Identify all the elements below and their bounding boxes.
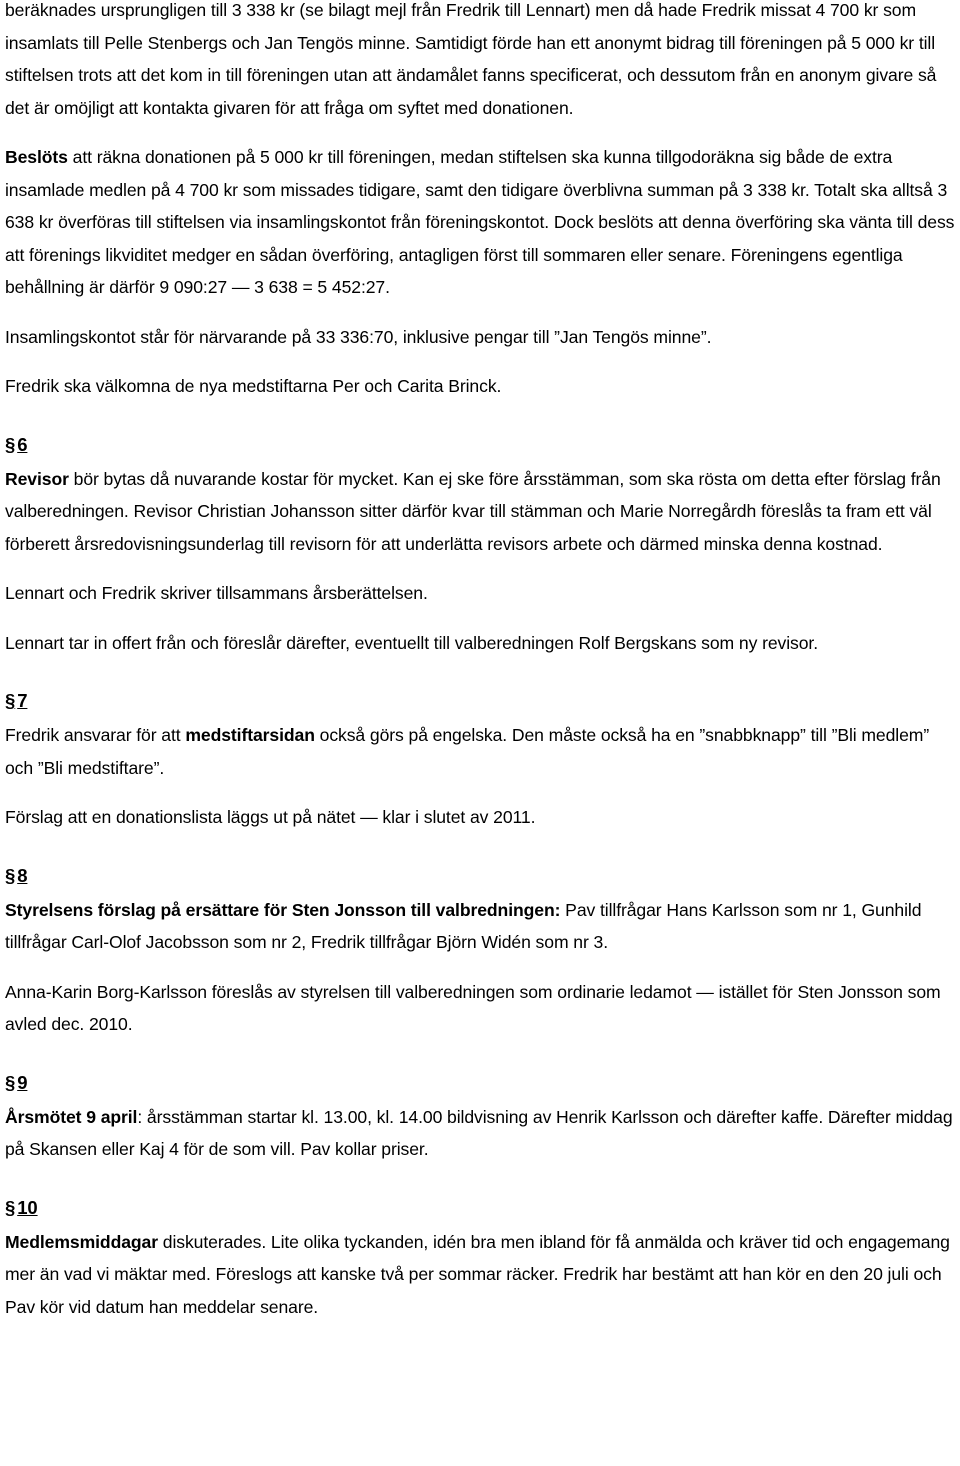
section-7-heading <box>5 683 957 719</box>
section-symbol: § <box>5 864 16 886</box>
paragraph-text: Förslag att en donationslista läggs ut på nätet — klar i slutet av 2011. <box>5 807 536 827</box>
paragraph-text: : årsstämman startar kl. 13.00, kl. 14.00 bildvisning av Henrik Karlsson och därefter kaffe. Därefter middag på Skansen eller Kaj 4 för de som vill. Pav kollar priser. <box>5 1106 953 1159</box>
bold-label: Medlemsmiddagar <box>5 1231 158 1252</box>
paragraph-text: bör bytas då nuvarande kostar för mycket. Kan ej ske före årsstämman, som ska rösta om detta efter förslag från valberedningen. Revisor Christian Johansson sitter därför kvar till stämman och Marie Norregårdh föreslås ta fram ett väl förberett årsredovisningsunderlag till revisorn för att underlätta revisors arbete och därmed minska denna kostnad. <box>5 468 941 554</box>
paragraph-cofounder-page <box>5 719 957 784</box>
paragraph-decision-donation <box>5 141 957 304</box>
bold-label: Styrelsens förslag på ersättare för Sten Jonsson till valbredningen: <box>5 899 561 920</box>
paragraph-text: beräknades ursprungligen till 3 338 kr (se bilagt mejl från Fredrik till Lennart) men då hade Fredrik missat 4 700 kr som insamlats till Pelle Stenbergs och Jan Tengös minne. Samtidigt förde han ett anonymt bidrag till föreningen på 5 000 kr till stiftelsen trots att det kom in till föreningen utan att ändamålet fanns specificerat, och dessutom från en anonym givare så det är omöjligt att kontakta givaren för att fråga om syftet med donationen. <box>5 0 937 118</box>
paragraph-text: att räkna donationen på 5 000 kr till föreningen, medan stiftelsen ska kunna tillgodoräkna sig både de extra insamlade medlen på 4 700 kr som missades tidigare, samt den tidigare överblivna summan på 3 338 kr. Totalt ska alltså 3 638 kr överföras till stiftelsen via insamlingskontot från föreningskontot. Dock beslöts att denna överföring ska vänta till dess att förenings likviditet medger en sådan överföring, antagligen först till sommaren eller senare. Föreningens egentliga behållning är därför 9 090:27 — 3 638 = 5 452:27. <box>5 147 955 297</box>
paragraph-offer <box>5 627 957 660</box>
document-page <box>5 0 957 1323</box>
paragraph-board-proposal <box>5 894 957 959</box>
section-8-heading <box>5 858 957 894</box>
section-number: 7 <box>17 690 28 711</box>
paragraph-text: Lennart tar in offert från och föreslår därefter, eventuellt till valberedningen Rolf Bergskans som ny revisor. <box>5 632 818 653</box>
paragraph-member-dinners <box>5 1226 957 1324</box>
section-number: 9 <box>17 1071 28 1093</box>
paragraph-auditor <box>5 463 957 561</box>
section-9-heading <box>5 1065 957 1101</box>
section-symbol: § <box>5 433 16 455</box>
section-number: 6 <box>17 433 28 455</box>
paragraph-donation-list <box>5 801 957 834</box>
paragraph-text: Anna-Karin Borg-Karlsson föreslås av styrelsen till valberedningen som ordinarie ledamot — istället för Sten Jonsson som avled dec. 2010. <box>5 981 941 1034</box>
section-symbol: § <box>5 690 16 711</box>
paragraph-collection-account <box>5 321 957 354</box>
paragraph-text: Insamlingskontot står för närvarande på 33 336:70, inklusive pengar till ”Jan Tengös minne”. <box>5 326 712 347</box>
paragraph-donation-calculation <box>5 0 957 124</box>
paragraph-text: Pav tillfrågar Hans Karlsson som nr 1, Gunhild tillfrågar Carl-Olof Jacobsson som nr 2, Fredrik tillfrågar Björn Widén som nr 3. <box>5 899 922 952</box>
paragraph-text: Lennart och Fredrik skriver tillsammans årsberättelsen. <box>5 583 428 603</box>
bold-label: Beslöts <box>5 147 68 167</box>
section-6-heading <box>5 427 957 463</box>
section-symbol: § <box>5 1071 16 1093</box>
paragraph-nomination <box>5 976 957 1041</box>
bold-label: Revisor <box>5 468 69 489</box>
paragraph-text: också görs på engelska. Den måste också ha en ”snabbknapp” till ”Bli medlem” och ”Bli medstiftare”. <box>5 725 930 778</box>
paragraph-text: Fredrik ansvarar för att <box>5 725 186 745</box>
paragraph-text: Fredrik ska välkomna de nya medstiftarna Per och Carita Brinck. <box>5 376 502 396</box>
section-symbol: § <box>5 1196 16 1218</box>
section-number: 8 <box>17 864 28 886</box>
paragraph-annual-report <box>5 577 957 610</box>
section-number: 10 <box>17 1196 38 1218</box>
paragraph-text: diskuterades. Lite olika tyckanden, idén bra men ibland för få anmälda och kräver tid och engagemang mer än vad vi mäktar med. Föreslogs att kanske två per sommar räcker. Fredrik har bestämt att han kör en den 20 juli och Pav kör vid datum han meddelar senare. <box>5 1231 950 1317</box>
bold-label: medstiftarsidan <box>185 725 315 745</box>
paragraph-annual-meeting <box>5 1101 957 1166</box>
bold-label: Årsmötet 9 april <box>5 1106 138 1127</box>
section-10-heading <box>5 1190 957 1226</box>
paragraph-welcome-cofounders <box>5 370 957 403</box>
